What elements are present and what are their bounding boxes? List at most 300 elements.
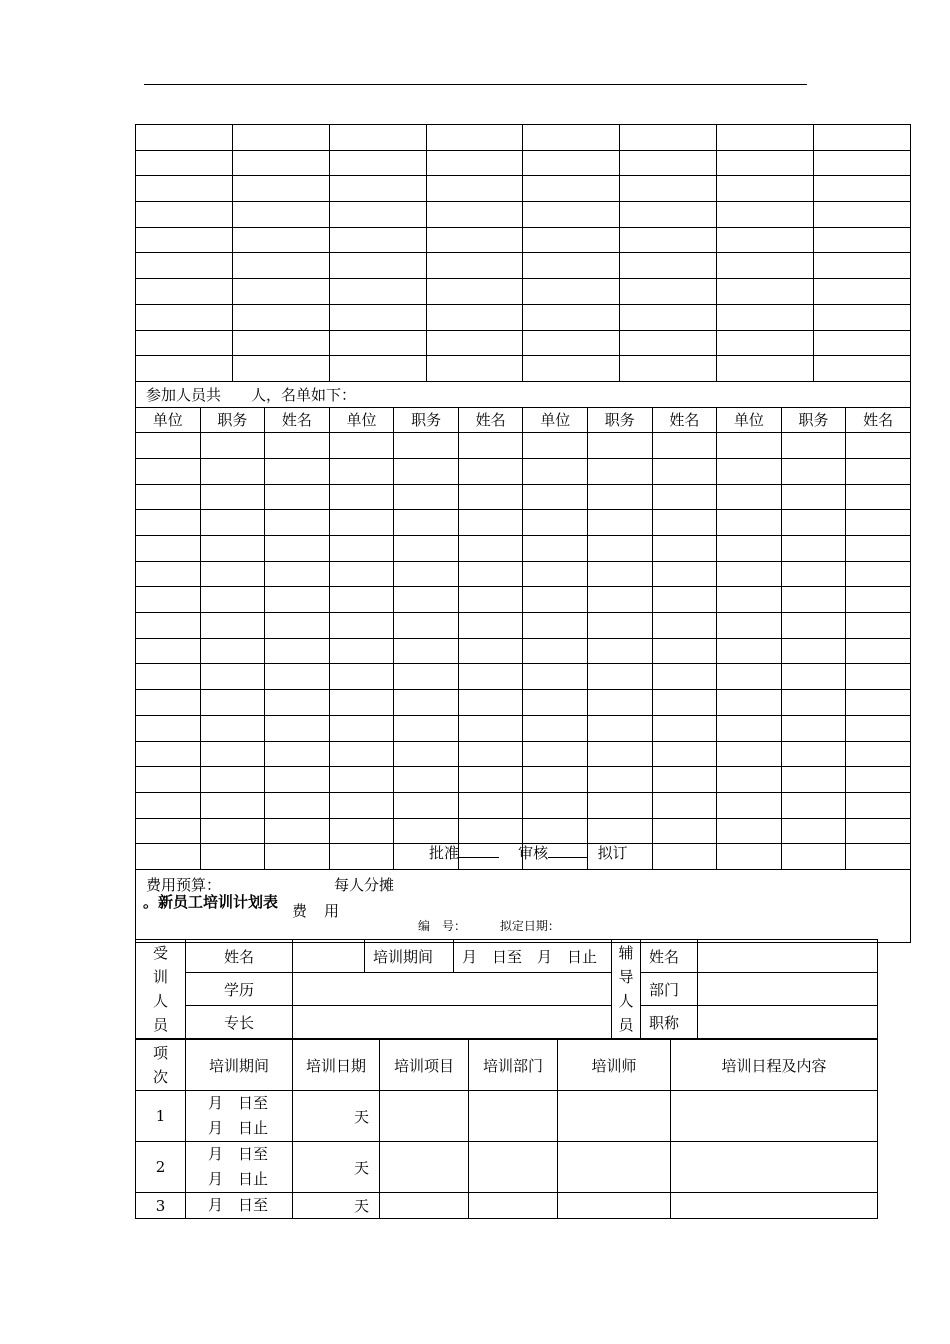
grid-cell[interactable]	[136, 227, 233, 253]
participant-cell[interactable]	[717, 690, 782, 716]
approve-blank[interactable]	[459, 843, 499, 858]
grid-cell[interactable]	[329, 253, 426, 279]
participant-cell[interactable]	[329, 458, 394, 484]
participant-cell[interactable]	[588, 818, 653, 844]
participant-cell[interactable]	[781, 844, 846, 870]
grid-cell[interactable]	[814, 304, 911, 330]
participant-cell[interactable]	[523, 690, 588, 716]
participant-cell[interactable]	[588, 458, 653, 484]
review-blank[interactable]	[548, 843, 588, 858]
grid-cell[interactable]	[523, 304, 620, 330]
participant-cell[interactable]	[588, 638, 653, 664]
participant-cell[interactable]	[588, 741, 653, 767]
participant-cell[interactable]	[846, 664, 911, 690]
participant-cell[interactable]	[265, 818, 330, 844]
participant-cell[interactable]	[846, 741, 911, 767]
participant-cell[interactable]	[329, 561, 394, 587]
grid-cell[interactable]	[523, 150, 620, 176]
participant-cell[interactable]	[458, 818, 523, 844]
participant-cell[interactable]	[200, 664, 265, 690]
participant-cell[interactable]	[329, 844, 394, 870]
participant-cell[interactable]	[588, 587, 653, 613]
mentor-title-field[interactable]	[698, 1006, 878, 1039]
participant-cell[interactable]	[523, 510, 588, 536]
participant-cell[interactable]	[458, 587, 523, 613]
participant-cell[interactable]	[846, 484, 911, 510]
participant-cell[interactable]	[846, 767, 911, 793]
days-cell[interactable]: 天	[293, 1142, 380, 1193]
grid-cell[interactable]	[426, 330, 523, 356]
grid-cell[interactable]	[814, 150, 911, 176]
participant-cell[interactable]	[136, 792, 201, 818]
grid-cell[interactable]	[136, 202, 233, 228]
grid-cell[interactable]	[136, 356, 233, 382]
participant-cell[interactable]	[588, 484, 653, 510]
participant-cell[interactable]	[523, 561, 588, 587]
participant-cell[interactable]	[523, 818, 588, 844]
schedule-cell[interactable]	[380, 1142, 469, 1193]
grid-cell[interactable]	[814, 356, 911, 382]
participant-cell[interactable]	[136, 664, 201, 690]
participant-cell[interactable]	[588, 536, 653, 562]
grid-cell[interactable]	[717, 176, 814, 202]
grid-cell[interactable]	[620, 253, 717, 279]
participant-cell[interactable]	[329, 536, 394, 562]
participant-cell[interactable]	[717, 510, 782, 536]
participant-cell[interactable]	[846, 613, 911, 639]
grid-cell[interactable]	[620, 202, 717, 228]
participant-cell[interactable]	[781, 767, 846, 793]
participant-cell[interactable]	[136, 690, 201, 716]
participant-cell[interactable]	[200, 818, 265, 844]
participant-cell[interactable]	[329, 638, 394, 664]
grid-cell[interactable]	[136, 125, 233, 151]
participant-cell[interactable]	[329, 433, 394, 459]
participant-cell[interactable]	[265, 484, 330, 510]
schedule-cell[interactable]	[380, 1193, 469, 1219]
participant-cell[interactable]	[200, 792, 265, 818]
grid-cell[interactable]	[717, 202, 814, 228]
grid-cell[interactable]	[232, 227, 329, 253]
schedule-cell[interactable]	[380, 1091, 469, 1142]
participant-cell[interactable]	[717, 613, 782, 639]
grid-cell[interactable]	[426, 227, 523, 253]
participant-cell[interactable]	[394, 767, 459, 793]
participant-cell[interactable]	[136, 818, 201, 844]
participant-cell[interactable]	[458, 510, 523, 536]
participant-cell[interactable]	[846, 792, 911, 818]
participant-cell[interactable]	[136, 561, 201, 587]
schedule-cell[interactable]	[558, 1142, 671, 1193]
participant-cell[interactable]	[200, 458, 265, 484]
participant-cell[interactable]	[523, 536, 588, 562]
participant-cell[interactable]	[136, 613, 201, 639]
participant-cell[interactable]	[329, 792, 394, 818]
participant-cell[interactable]	[329, 484, 394, 510]
participant-cell[interactable]	[200, 561, 265, 587]
participant-cell[interactable]	[717, 818, 782, 844]
participant-cell[interactable]	[781, 510, 846, 536]
grid-cell[interactable]	[329, 304, 426, 330]
participant-cell[interactable]	[523, 767, 588, 793]
grid-cell[interactable]	[523, 125, 620, 151]
schedule-cell[interactable]	[558, 1193, 671, 1219]
grid-cell[interactable]	[329, 202, 426, 228]
participant-cell[interactable]	[523, 741, 588, 767]
grid-cell[interactable]	[814, 253, 911, 279]
participant-cell[interactable]	[652, 613, 717, 639]
grid-cell[interactable]	[232, 176, 329, 202]
participant-cell[interactable]	[588, 510, 653, 536]
mentor-name-field[interactable]	[698, 940, 878, 973]
participant-cell[interactable]	[717, 587, 782, 613]
participant-cell[interactable]	[523, 587, 588, 613]
participant-cell[interactable]	[200, 741, 265, 767]
participant-cell[interactable]	[329, 664, 394, 690]
participant-cell[interactable]	[588, 561, 653, 587]
participant-cell[interactable]	[652, 561, 717, 587]
grid-cell[interactable]	[136, 150, 233, 176]
participant-cell[interactable]	[458, 561, 523, 587]
participant-cell[interactable]	[781, 587, 846, 613]
participant-cell[interactable]	[846, 844, 911, 870]
grid-cell[interactable]	[136, 279, 233, 305]
participant-cell[interactable]	[458, 792, 523, 818]
grid-cell[interactable]	[814, 176, 911, 202]
participant-cell[interactable]	[846, 587, 911, 613]
participant-cell[interactable]	[652, 690, 717, 716]
participant-cell[interactable]	[200, 844, 265, 870]
grid-cell[interactable]	[717, 279, 814, 305]
participant-cell[interactable]	[717, 536, 782, 562]
participant-cell[interactable]	[588, 433, 653, 459]
participant-cell[interactable]	[717, 433, 782, 459]
specialty-field[interactable]	[293, 1006, 612, 1039]
grid-cell[interactable]	[814, 125, 911, 151]
participant-cell[interactable]	[652, 767, 717, 793]
grid-cell[interactable]	[814, 202, 911, 228]
participant-cell[interactable]	[781, 561, 846, 587]
participant-cell[interactable]	[200, 638, 265, 664]
grid-cell[interactable]	[426, 202, 523, 228]
grid-cell[interactable]	[814, 227, 911, 253]
participant-cell[interactable]	[394, 561, 459, 587]
participant-cell[interactable]	[394, 433, 459, 459]
grid-cell[interactable]	[426, 150, 523, 176]
participant-cell[interactable]	[458, 458, 523, 484]
participant-cell[interactable]	[652, 536, 717, 562]
schedule-cell[interactable]	[469, 1142, 558, 1193]
schedule-cell[interactable]	[671, 1193, 878, 1219]
days-cell[interactable]: 天	[293, 1091, 380, 1142]
schedule-cell[interactable]	[671, 1091, 878, 1142]
participant-cell[interactable]	[781, 458, 846, 484]
training-period-value[interactable]: 月 日至 月 日止	[454, 940, 612, 973]
grid-cell[interactable]	[232, 279, 329, 305]
participant-cell[interactable]	[136, 587, 201, 613]
participant-cell[interactable]	[846, 818, 911, 844]
participant-cell[interactable]	[781, 690, 846, 716]
participant-cell[interactable]	[329, 587, 394, 613]
grid-cell[interactable]	[232, 253, 329, 279]
participant-cell[interactable]	[458, 715, 523, 741]
grid-cell[interactable]	[717, 330, 814, 356]
participant-cell[interactable]	[265, 458, 330, 484]
period-cell[interactable]	[186, 1193, 293, 1219]
grid-cell[interactable]	[717, 253, 814, 279]
participant-cell[interactable]	[781, 433, 846, 459]
participant-cell[interactable]	[136, 767, 201, 793]
participant-cell[interactable]	[523, 638, 588, 664]
days-cell[interactable]: 天	[293, 1193, 380, 1219]
grid-cell[interactable]	[620, 330, 717, 356]
grid-cell[interactable]	[620, 227, 717, 253]
participant-cell[interactable]	[136, 433, 201, 459]
grid-cell[interactable]	[136, 253, 233, 279]
participant-cell[interactable]	[265, 613, 330, 639]
grid-cell[interactable]	[329, 150, 426, 176]
participant-cell[interactable]	[458, 613, 523, 639]
participant-cell[interactable]	[523, 664, 588, 690]
participant-cell[interactable]	[265, 741, 330, 767]
participant-cell[interactable]	[265, 433, 330, 459]
participant-cell[interactable]	[265, 664, 330, 690]
participant-cell[interactable]	[394, 741, 459, 767]
participant-cell[interactable]	[717, 638, 782, 664]
participant-cell[interactable]	[781, 536, 846, 562]
grid-cell[interactable]	[426, 125, 523, 151]
participant-cell[interactable]	[652, 818, 717, 844]
grid-cell[interactable]	[329, 356, 426, 382]
grid-cell[interactable]	[426, 356, 523, 382]
participant-cell[interactable]	[458, 767, 523, 793]
participant-cell[interactable]	[717, 741, 782, 767]
participant-cell[interactable]	[458, 638, 523, 664]
participant-cell[interactable]	[846, 690, 911, 716]
participant-cell[interactable]	[394, 690, 459, 716]
participant-cell[interactable]	[458, 664, 523, 690]
participant-cell[interactable]	[136, 715, 201, 741]
grid-cell[interactable]	[232, 356, 329, 382]
participant-cell[interactable]	[588, 767, 653, 793]
participant-cell[interactable]	[588, 792, 653, 818]
participant-cell[interactable]	[329, 510, 394, 536]
participant-cell[interactable]	[523, 484, 588, 510]
participant-cell[interactable]	[652, 458, 717, 484]
participant-cell[interactable]	[781, 613, 846, 639]
participant-cell[interactable]	[394, 510, 459, 536]
education-field[interactable]	[293, 973, 612, 1006]
participant-cell[interactable]	[265, 767, 330, 793]
participant-cell[interactable]	[846, 561, 911, 587]
grid-cell[interactable]	[717, 125, 814, 151]
participant-cell[interactable]	[200, 587, 265, 613]
participant-cell[interactable]	[652, 484, 717, 510]
participant-cell[interactable]	[200, 510, 265, 536]
grid-cell[interactable]	[426, 279, 523, 305]
participant-cell[interactable]	[200, 433, 265, 459]
grid-cell[interactable]	[523, 279, 620, 305]
grid-cell[interactable]	[136, 304, 233, 330]
participant-cell[interactable]	[200, 536, 265, 562]
participant-cell[interactable]	[588, 690, 653, 716]
grid-cell[interactable]	[136, 176, 233, 202]
participant-cell[interactable]	[394, 638, 459, 664]
participant-cell[interactable]	[458, 484, 523, 510]
participant-cell[interactable]	[652, 844, 717, 870]
grid-cell[interactable]	[329, 125, 426, 151]
participant-cell[interactable]	[523, 715, 588, 741]
grid-cell[interactable]	[620, 150, 717, 176]
grid-cell[interactable]	[620, 125, 717, 151]
participant-cell[interactable]	[717, 561, 782, 587]
participant-cell[interactable]	[523, 613, 588, 639]
participant-cell[interactable]	[136, 484, 201, 510]
grid-cell[interactable]	[232, 125, 329, 151]
grid-cell[interactable]	[717, 356, 814, 382]
participant-cell[interactable]	[717, 792, 782, 818]
participant-cell[interactable]	[846, 638, 911, 664]
participant-cell[interactable]	[200, 715, 265, 741]
participant-cell[interactable]	[652, 510, 717, 536]
participant-cell[interactable]	[846, 510, 911, 536]
participant-cell[interactable]	[329, 767, 394, 793]
participant-cell[interactable]	[136, 458, 201, 484]
participant-cell[interactable]	[265, 844, 330, 870]
participant-cell[interactable]	[265, 638, 330, 664]
participant-cell[interactable]	[846, 715, 911, 741]
mentor-dept-field[interactable]	[698, 973, 878, 1006]
participant-cell[interactable]	[394, 613, 459, 639]
participant-cell[interactable]	[781, 715, 846, 741]
participant-cell[interactable]	[329, 715, 394, 741]
participant-cell[interactable]	[846, 458, 911, 484]
participant-cell[interactable]	[200, 613, 265, 639]
participant-cell[interactable]	[846, 433, 911, 459]
grid-cell[interactable]	[329, 330, 426, 356]
participant-cell[interactable]	[717, 484, 782, 510]
participant-cell[interactable]	[200, 484, 265, 510]
participant-cell[interactable]	[846, 536, 911, 562]
participant-cell[interactable]	[588, 664, 653, 690]
grid-cell[interactable]	[232, 304, 329, 330]
participant-cell[interactable]	[394, 715, 459, 741]
participant-cell[interactable]	[200, 690, 265, 716]
participant-cell[interactable]	[265, 587, 330, 613]
grid-cell[interactable]	[329, 279, 426, 305]
participant-cell[interactable]	[781, 638, 846, 664]
grid-cell[interactable]	[232, 150, 329, 176]
participant-cell[interactable]	[394, 458, 459, 484]
grid-cell[interactable]	[232, 202, 329, 228]
grid-cell[interactable]	[717, 227, 814, 253]
participant-cell[interactable]	[265, 536, 330, 562]
participant-cell[interactable]	[329, 818, 394, 844]
participant-cell[interactable]	[588, 613, 653, 639]
participant-cell[interactable]	[329, 690, 394, 716]
period-cell[interactable]	[186, 1142, 293, 1193]
participant-cell[interactable]	[588, 715, 653, 741]
participant-cell[interactable]	[717, 844, 782, 870]
participant-cell[interactable]	[652, 638, 717, 664]
participant-cell[interactable]	[652, 433, 717, 459]
grid-cell[interactable]	[814, 279, 911, 305]
participant-cell[interactable]	[394, 484, 459, 510]
participant-cell[interactable]	[394, 587, 459, 613]
participant-cell[interactable]	[136, 741, 201, 767]
participant-cell[interactable]	[458, 741, 523, 767]
participant-cell[interactable]	[523, 433, 588, 459]
participant-cell[interactable]	[265, 792, 330, 818]
participant-cell[interactable]	[781, 818, 846, 844]
participant-cell[interactable]	[265, 561, 330, 587]
participant-cell[interactable]	[265, 510, 330, 536]
grid-cell[interactable]	[523, 253, 620, 279]
schedule-cell[interactable]	[558, 1091, 671, 1142]
participant-cell[interactable]	[394, 792, 459, 818]
participant-cell[interactable]	[652, 792, 717, 818]
participant-cell[interactable]	[200, 767, 265, 793]
participant-cell[interactable]	[652, 587, 717, 613]
participant-cell[interactable]	[781, 484, 846, 510]
schedule-cell[interactable]	[671, 1142, 878, 1193]
participant-cell[interactable]	[394, 664, 459, 690]
grid-cell[interactable]	[329, 227, 426, 253]
grid-cell[interactable]	[329, 176, 426, 202]
participant-cell[interactable]	[652, 715, 717, 741]
period-cell[interactable]	[186, 1091, 293, 1142]
grid-cell[interactable]	[426, 304, 523, 330]
grid-cell[interactable]	[523, 330, 620, 356]
grid-cell[interactable]	[523, 202, 620, 228]
grid-cell[interactable]	[717, 150, 814, 176]
grid-cell[interactable]	[814, 330, 911, 356]
participant-cell[interactable]	[265, 715, 330, 741]
participant-cell[interactable]	[458, 433, 523, 459]
grid-cell[interactable]	[620, 279, 717, 305]
participant-cell[interactable]	[523, 458, 588, 484]
participant-cell[interactable]	[329, 741, 394, 767]
grid-cell[interactable]	[523, 227, 620, 253]
participant-cell[interactable]	[781, 741, 846, 767]
grid-cell[interactable]	[136, 330, 233, 356]
participant-cell[interactable]	[717, 715, 782, 741]
participant-cell[interactable]	[523, 792, 588, 818]
participant-cell[interactable]	[717, 767, 782, 793]
grid-cell[interactable]	[426, 176, 523, 202]
grid-cell[interactable]	[523, 176, 620, 202]
grid-cell[interactable]	[620, 304, 717, 330]
participant-cell[interactable]	[458, 690, 523, 716]
schedule-cell[interactable]	[469, 1091, 558, 1142]
participant-cell[interactable]	[652, 741, 717, 767]
participant-cell[interactable]	[136, 844, 201, 870]
participant-cell[interactable]	[394, 818, 459, 844]
participant-cell[interactable]	[136, 638, 201, 664]
participant-cell[interactable]	[717, 458, 782, 484]
participant-cell[interactable]	[394, 536, 459, 562]
participant-cell[interactable]	[717, 664, 782, 690]
grid-cell[interactable]	[232, 330, 329, 356]
participant-cell[interactable]	[265, 690, 330, 716]
participant-cell[interactable]	[458, 536, 523, 562]
grid-cell[interactable]	[620, 356, 717, 382]
participant-cell[interactable]	[329, 613, 394, 639]
grid-cell[interactable]	[620, 176, 717, 202]
participant-cell[interactable]	[652, 664, 717, 690]
grid-cell[interactable]	[717, 304, 814, 330]
participant-cell[interactable]	[781, 664, 846, 690]
